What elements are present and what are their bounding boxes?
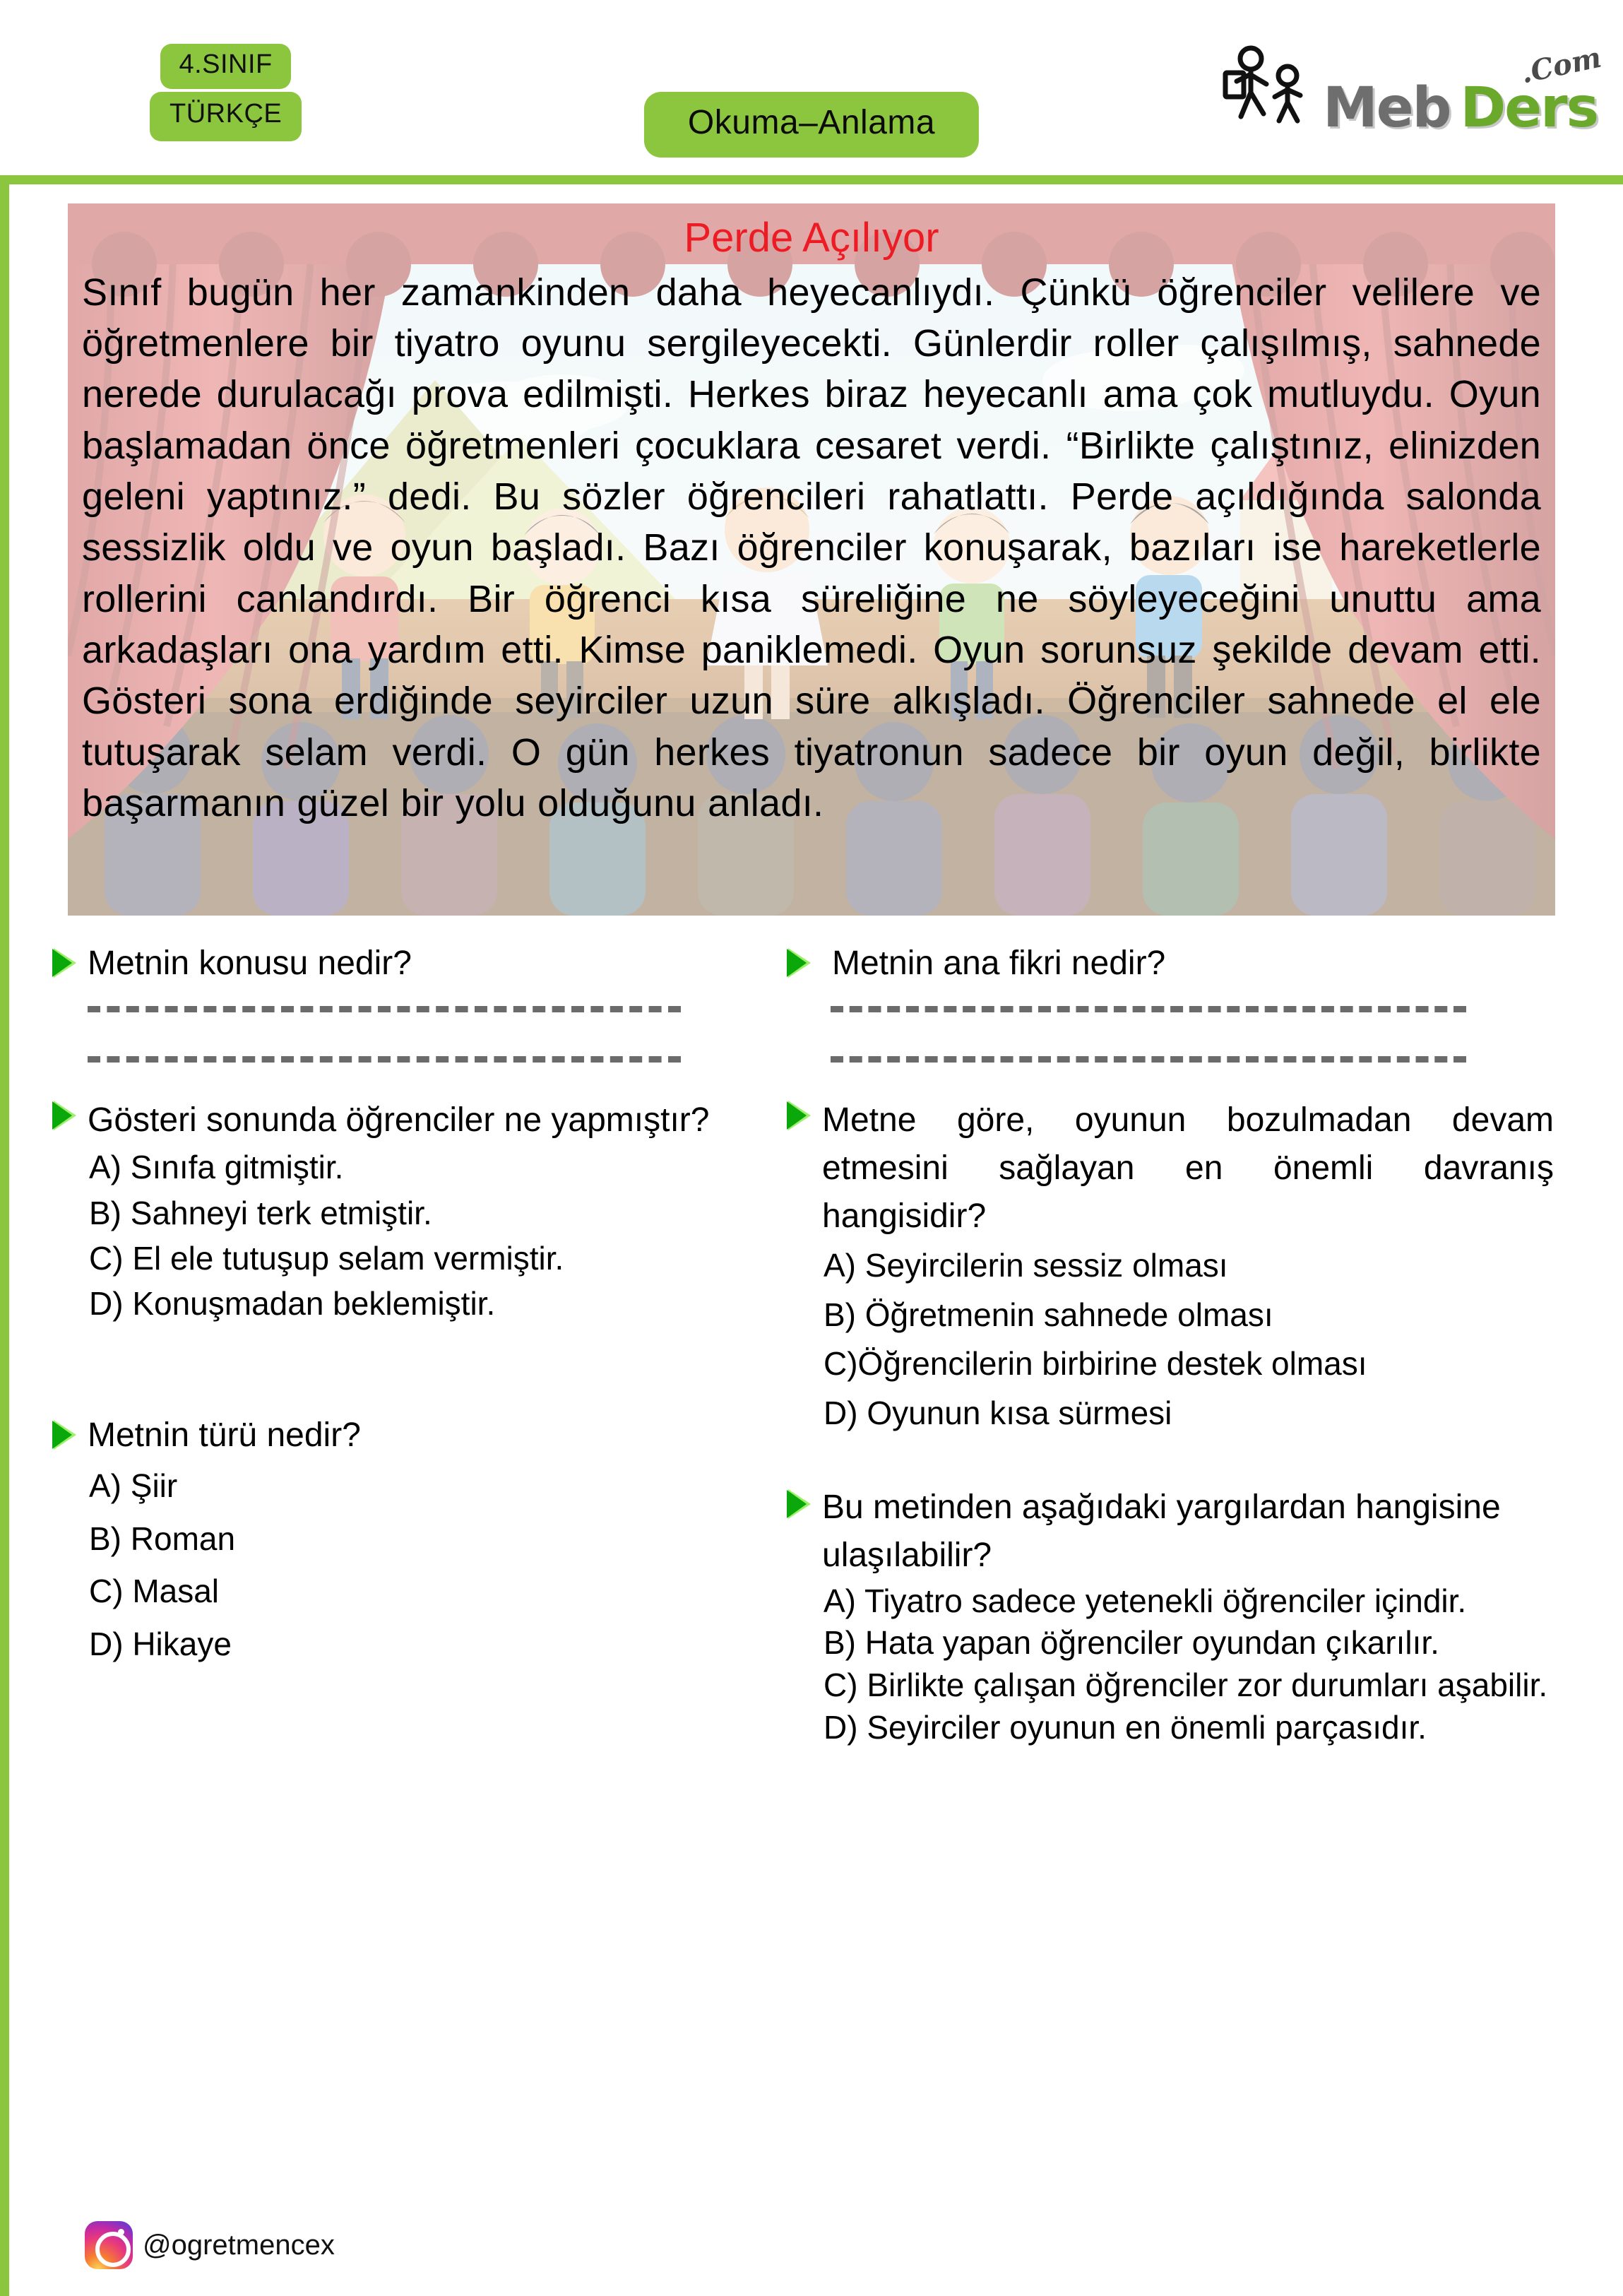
two-walking-people-icon	[1220, 43, 1319, 131]
question-prompt: Gösteri sonunda öğrenciler ne yapmıştır?	[88, 1101, 710, 1140]
green-play-triangle-icon	[784, 947, 814, 979]
option-d[interactable]: D) Hikaye	[89, 1625, 232, 1662]
question-prompt: Metnin ana fikri nedir?	[832, 945, 1166, 982]
question-header	[49, 1096, 763, 1144]
green-play-triangle-icon	[49, 947, 79, 979]
question-block	[49, 940, 763, 1063]
answer-line[interactable]	[88, 1056, 681, 1063]
question-block	[784, 940, 1554, 1063]
option-d[interactable]: D) Oyunun kısa sürmesi	[824, 1395, 1172, 1432]
option-c[interactable]: C) Masal	[89, 1573, 220, 1610]
site-logo	[1220, 40, 1605, 140]
option-a[interactable]: A) Seyircilerin sessiz olması	[824, 1246, 1228, 1284]
question-block	[49, 1096, 763, 1327]
option-b[interactable]: B) Hata yapan öğrenciler oyundan çıkarılır.	[824, 1624, 1439, 1662]
option-b[interactable]: B) Öğretmenin sahnede olması	[824, 1296, 1273, 1333]
question-block	[784, 1484, 1554, 1749]
answer-line[interactable]	[88, 1006, 681, 1012]
header-divider	[0, 175, 1623, 184]
option-a[interactable]: A) Şiir	[89, 1467, 178, 1505]
logo-ders-text: Ders	[1460, 76, 1598, 140]
question-block	[784, 1096, 1554, 1438]
reading-passage-box	[68, 203, 1555, 916]
green-play-triangle-icon	[49, 1099, 79, 1132]
option-c[interactable]: C) El ele tutuşup selam vermiştir.	[89, 1240, 564, 1277]
question-header	[49, 940, 763, 988]
question-prompt: Metnin türü nedir?	[88, 1416, 361, 1454]
option-c[interactable]: C)Öğrencilerin birbirine destek olması	[824, 1345, 1367, 1383]
footer-credit	[85, 2221, 335, 2269]
worksheet-title-pill: Okuma–Anlama	[644, 92, 979, 158]
option-d[interactable]: D) Konuşmadan beklemiştir.	[89, 1285, 496, 1322]
option-c[interactable]: C) Birlikte çalışan öğrenciler zor durumları aşabilir.	[824, 1667, 1548, 1704]
logo-com-text: .Com	[1518, 40, 1605, 90]
subject-badge: TÜRKÇE	[150, 92, 302, 141]
option-a[interactable]: A) Sınıfa gitmiştir.	[89, 1149, 344, 1186]
grade-badge: 4.SINIF	[160, 44, 290, 89]
option-a[interactable]: A) Tiyatro sadece yetenekli öğrenciler içindir.	[824, 1582, 1467, 1619]
question-header	[784, 940, 1554, 988]
question-header	[784, 1484, 1554, 1580]
question-header	[49, 1412, 763, 1460]
option-list	[89, 1144, 763, 1327]
questions-column-left	[49, 940, 784, 1755]
option-d[interactable]: D) Seyirciler oyunun en önemli parçasıdır.	[824, 1708, 1427, 1746]
answer-line[interactable]	[831, 1056, 1466, 1063]
option-list	[89, 1460, 763, 1670]
green-play-triangle-icon	[49, 1419, 79, 1451]
grade-subject-badges	[150, 44, 302, 141]
questions-column-right	[784, 940, 1575, 1755]
questions-grid	[49, 940, 1575, 1755]
instagram-handle: @ogretmencex	[143, 2229, 335, 2261]
option-list	[824, 1241, 1554, 1439]
answer-lines	[831, 1006, 1554, 1063]
option-list	[824, 1580, 1554, 1749]
logo-wordmark	[1323, 40, 1605, 140]
option-b[interactable]: B) Sahneyi terk etmiştir.	[89, 1194, 432, 1231]
question-prompt: Metne göre, oyunun bozulmadan devam etmesini sağlayan en önemli davranış hangisidir?	[822, 1101, 1554, 1236]
green-play-triangle-icon	[784, 1099, 814, 1132]
page-header	[0, 0, 1623, 175]
instagram-icon[interactable]	[85, 2221, 133, 2269]
green-play-triangle-icon	[784, 1488, 814, 1520]
question-header	[784, 1096, 1554, 1241]
passage-body: Sınıf bugün her zamankinden daha heyecanlıydı. Çünkü öğrenciler velilere ve öğretmenlere bir tiyatro oyunu sergileyecekti. Günlerdir roller çalışılmış, sahnede nerede durulacağı prova edilmişti. Herkes biraz heyecanlı ama çok mutluydu. Oyun başlamadan önce öğretmenleri çocuklara cesaret verdi. “Birlikte çalıştınız, elinizden geleni yaptınız.” dedi. Bu sözler öğrencileri rahatlattı. Perde açıldığında salonda sessizlik oldu ve oyun başladı. Bazı öğrenciler konuşarak, bazıları ise hareketlerle rollerini canlandırdı. Bir öğrenci kısa süreliğine ne söyleyeceğini unuttu ama arkadaşları ona yardım etti. Kimse paniklemedi. Oyun sorunsuz şekilde devam etti. Gösteri sona erdiğinde seyirciler uzun süre alkışladı. Öğrenciler sahnede el ele tutuşarak selam verdi. O gün herkes tiyatronun sadece bir oyun değil, birlikte başarmanın güzel bir yolu olduğunu anladı.	[82, 271, 1541, 825]
answer-line[interactable]	[831, 1006, 1466, 1012]
question-prompt: Metnin konusu nedir?	[88, 945, 412, 982]
left-margin-accent-bar	[0, 184, 9, 2296]
question-block	[49, 1412, 763, 1670]
logo-meb-text: Meb	[1323, 76, 1451, 140]
question-prompt: Bu metinden aşağıdaki yargılardan hangisine ulaşılabilir?	[822, 1489, 1501, 1575]
passage-title: Perde Açılıyor	[684, 215, 939, 261]
option-b[interactable]: B) Roman	[89, 1520, 236, 1557]
answer-lines	[88, 1006, 763, 1063]
